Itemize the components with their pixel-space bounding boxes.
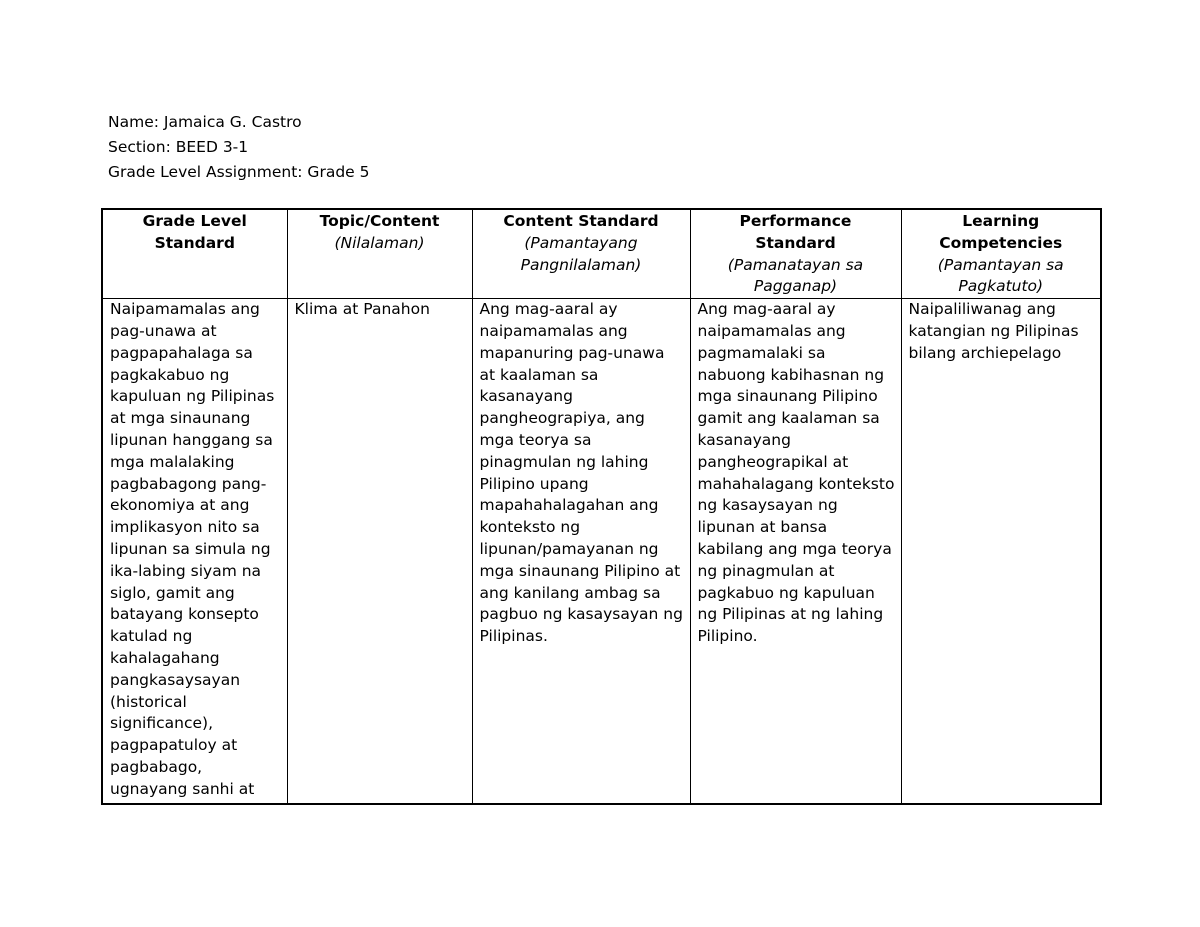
column-header-grade-level-standard: [102, 209, 287, 299]
cell-performance-standard: [690, 299, 901, 804]
column-subtitle: (Pamantayang Pangnilalaman): [520, 233, 642, 274]
curriculum-table: [101, 208, 1102, 805]
column-subtitle: (Nilalaman): [334, 233, 425, 252]
cell-text: Ang mag-aaral ay naipamamalas ang mapanuring pag-unawa at kaalaman sa kasanayang pangheograpiya, ang mga teorya sa pinagmulan ng lahing Pilipino upang mapahahalagahan ang konteksto ng lipunan/pamayanan ng mga sinaunang Pilipino at ang kanilang ambag sa pagbuo ng kasaysayan ng Pilipinas.: [479, 300, 683, 646]
table-header-row: [102, 209, 1101, 299]
column-subtitle: (Pamantayan sa Pagkatuto): [937, 255, 1064, 296]
student-name: Name: Jamaica G. Castro: [108, 113, 302, 131]
column-title: Learning Competencies: [939, 212, 1063, 252]
cell-learning-competencies: [901, 299, 1101, 804]
column-title: Content Standard: [503, 212, 659, 230]
cell-grade-level-standard: [102, 299, 287, 804]
column-title: Performance Standard: [739, 212, 852, 252]
cell-text: Naipaliliwanag ang katangian ng Pilipinas bilang archiepelago: [908, 300, 1079, 362]
cell-content-standard: [472, 299, 690, 804]
column-header-performance-standard: [690, 209, 901, 299]
column-title: Grade Level Standard: [142, 212, 247, 252]
cell-text: Naipamamalas ang pag-unawa at pagpapahalaga sa pagkakabuo ng kapuluan ng Pilipinas at mga sinaunang lipunan hanggang sa mga malalaking pagbabagong pang-ekonomiya at ang implikasyon nito sa lipunan sa simula ng ika-labing siyam na siglo, gamit ang batayang konsepto katulad ng kahalagahang pangkasaysayan (historical significance), pagpapatuloy at pagbabago, ugnayang sanhi at: [110, 300, 275, 798]
column-title: Topic/Content: [319, 212, 440, 230]
student-section: Section: BEED 3-1: [108, 138, 249, 156]
column-header-content-standard: [472, 209, 690, 299]
grade-level-assignment: Grade Level Assignment: Grade 5: [108, 163, 370, 181]
column-subtitle: (Pamanatayan sa Pagganap): [727, 255, 864, 296]
cell-text: Klima at Panahon: [294, 300, 430, 319]
cell-text: Ang mag-aaral ay naipamamalas ang pagmamalaki sa nabuong kabihasnan ng mga sinaunang Pilipino gamit ang kaalaman sa kasanayang pangheograpikal at mahahalagang konteksto ng kasaysayan ng lipunan at bansa kabilang ang mga teorya ng pinagmulan at pagkabuo ng kapuluan ng Pilipinas at ng lahing Pilipino.: [697, 300, 895, 646]
column-header-learning-competencies: [901, 209, 1101, 299]
student-info: [108, 110, 369, 185]
table-row: [102, 299, 1101, 804]
cell-topic-content: [287, 299, 472, 804]
column-header-topic-content: [287, 209, 472, 299]
